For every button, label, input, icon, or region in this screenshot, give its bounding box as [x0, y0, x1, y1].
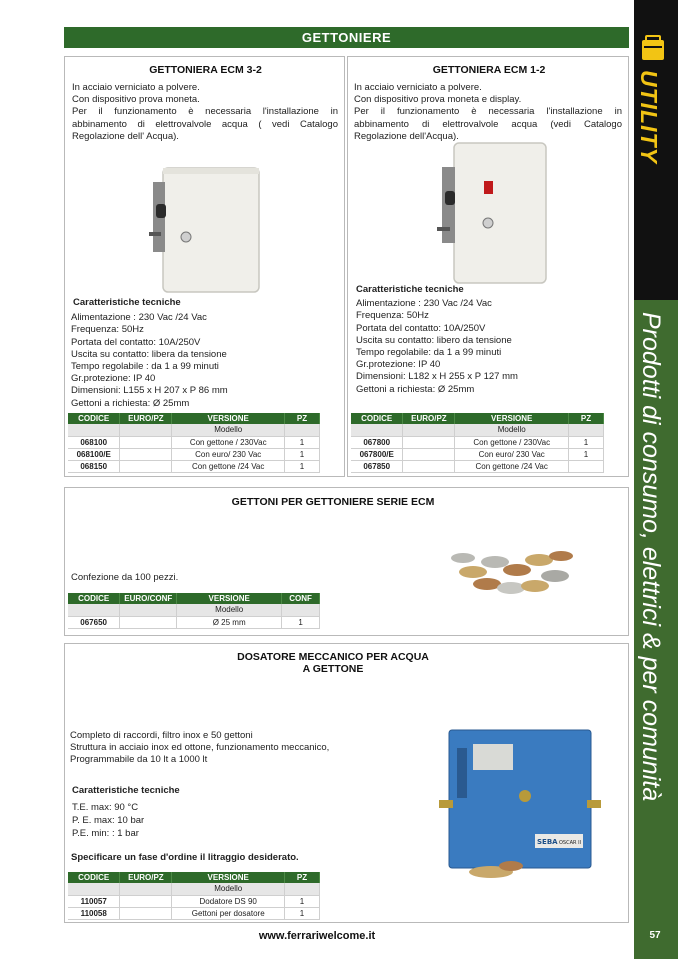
specs-block: Caratteristiche tecniche Alimentazione : 230 Vac /24 Vac Frequenza: 50Hz Portata del contatto: 10A/250V Uscita su contatto: libero da tensione Tempo regolabile: da 1 a 99 minuti Gr.protezione: IP 40 Dimensioni: L182 x H 255 x P 127 mm Gettoni a richiesta: Ø 25mm	[356, 284, 518, 395]
col-version: VERSIONE	[455, 413, 569, 424]
table-row: 068150 Con gettone /24 Vac 1	[68, 460, 320, 472]
dispenser-label-model: OSCAR II	[559, 840, 582, 846]
col-code: CODICE	[68, 872, 120, 883]
col-version: VERSIONE	[172, 872, 285, 883]
product-description: Completo di raccordi, filtro inox e 50 gettoni Struttura in acciaio inox ed ottone, funzionamento meccanico, Programmabile da 10 lt a 1000 lt	[70, 730, 330, 766]
table-row: 067650 Ø 25 mm 1	[68, 616, 320, 628]
product-title: GETTONI PER GETTONIERE SERIE ECM	[231, 496, 435, 508]
product-title: DOSATORE MECCANICO PER ACQUA A GETTONE	[237, 651, 429, 675]
col-price: EURO/PZ	[403, 413, 455, 424]
specs-block: Caratteristiche tecniche Alimentazione : 230 Vac /24 Vac Frequenza: 50Hz Portata del contatto: 10A/250V Uscita su contatto: libera da tensione Tempo regolabile : da 1 a 99 minuti Gr.protezione: IP 40 Dimensioni: L155 x H 207 x P 86 mm Gettoni a richiesta: Ø 25mm	[71, 297, 228, 409]
product-description: Confezione da 100 pezzi.	[71, 572, 179, 583]
col-version: VERSIONE	[177, 593, 282, 604]
product-description: In acciaio verniciato a polvere. Con dispositivo prova moneta. Per il funzionamento è necessaria l'installazione in abbinamento di elettrovalvole acqua ( vedi Catalogo Regolazione dell' Acqua).	[72, 82, 338, 142]
col-qty: PZ	[569, 413, 604, 424]
table-row: 067800/E Con euro/ 230 Vac 1	[351, 448, 604, 460]
price-table: CODICE EURO/PZ VERSIONE PZ Modello 068100 Con gettone / 230Vac 1 068100/E Con euro/ 230 Vac 1 068150 Con gettone /24 Vac 1	[68, 413, 320, 473]
product-panel-dispenser	[64, 643, 629, 923]
toolbox-icon	[639, 34, 667, 62]
specs-block: Caratteristiche tecniche T.E. max: 90 °C P. E. max: 10 bar P.E. min: : 1 bar	[72, 785, 180, 839]
product-description: In acciaio verniciato a polvere. Con dispositivo prova moneta e display. Per il funzionamento è necessaria l'installazione in abbinamento di elettrovalvole acqua (vedi Catalogo Regolazione dell'Acqua).	[354, 82, 622, 142]
product-title: GETTONIERA ECM 3-2	[149, 64, 262, 76]
product-panel-tokens	[64, 487, 629, 636]
sidebar-category-label: Prodotti di consumo, elettrici & per comunità	[637, 312, 665, 802]
product-title: GETTONIERA ECM 1-2	[432, 64, 546, 76]
table-row: 068100/E Con euro/ 230 Vac 1	[68, 448, 320, 460]
col-qty: PZ	[285, 872, 320, 883]
table-row: 067800 Con gettone / 230Vac 1	[351, 436, 604, 448]
table-row: 067850 Con gettone /24 Vac	[351, 460, 604, 472]
table-row: 110058 Gettoni per dosatore 1	[68, 907, 320, 919]
dispenser-label-brand: SEBA	[537, 838, 558, 846]
price-table: CODICE EURO/PZ VERSIONE PZ Modello 067800 Con gettone / 230Vac 1 067800/E Con euro/ 230 Vac 1 067850 Con gettone /24 Vac	[351, 413, 604, 473]
col-price: EURO/PZ	[120, 872, 172, 883]
col-code: CODICE	[68, 593, 120, 604]
col-code: CODICE	[351, 413, 403, 424]
table-row: 110057 Dodatore DS 90 1	[68, 895, 320, 907]
coin-box-display-image	[432, 141, 548, 285]
product-panel-ecm-3-2	[64, 56, 345, 477]
order-note: Specificare un fase d'ordine il litraggio desiderato.	[71, 852, 299, 863]
col-qty: CONF	[282, 593, 320, 604]
sidebar-section-label: UTILITY	[636, 70, 662, 164]
col-code: CODICE	[68, 413, 120, 424]
product-panel-ecm-1-2	[347, 56, 629, 477]
table-row: 068100 Con gettone / 230Vac 1	[68, 436, 320, 448]
coin-box-image	[145, 152, 265, 294]
water-dispenser-image	[435, 726, 605, 882]
coins-image	[443, 532, 579, 604]
col-version: VERSIONE	[172, 413, 285, 424]
col-price: EURO/PZ	[120, 413, 172, 424]
col-qty: PZ	[285, 413, 320, 424]
price-table: CODICE EURO/PZ VERSIONE PZ Modello 110057 Dodatore DS 90 1 110058 Gettoni per dosatore 1	[68, 872, 320, 920]
col-price: EURO/CONF	[120, 593, 177, 604]
page-title: GETTONIERE	[64, 27, 629, 48]
footer-url[interactable]: www.ferrariwelcome.it	[258, 930, 376, 942]
page-number: 57	[649, 930, 661, 941]
price-table: CODICE EURO/CONF VERSIONE CONF Modello 067650 Ø 25 mm 1	[68, 593, 320, 629]
